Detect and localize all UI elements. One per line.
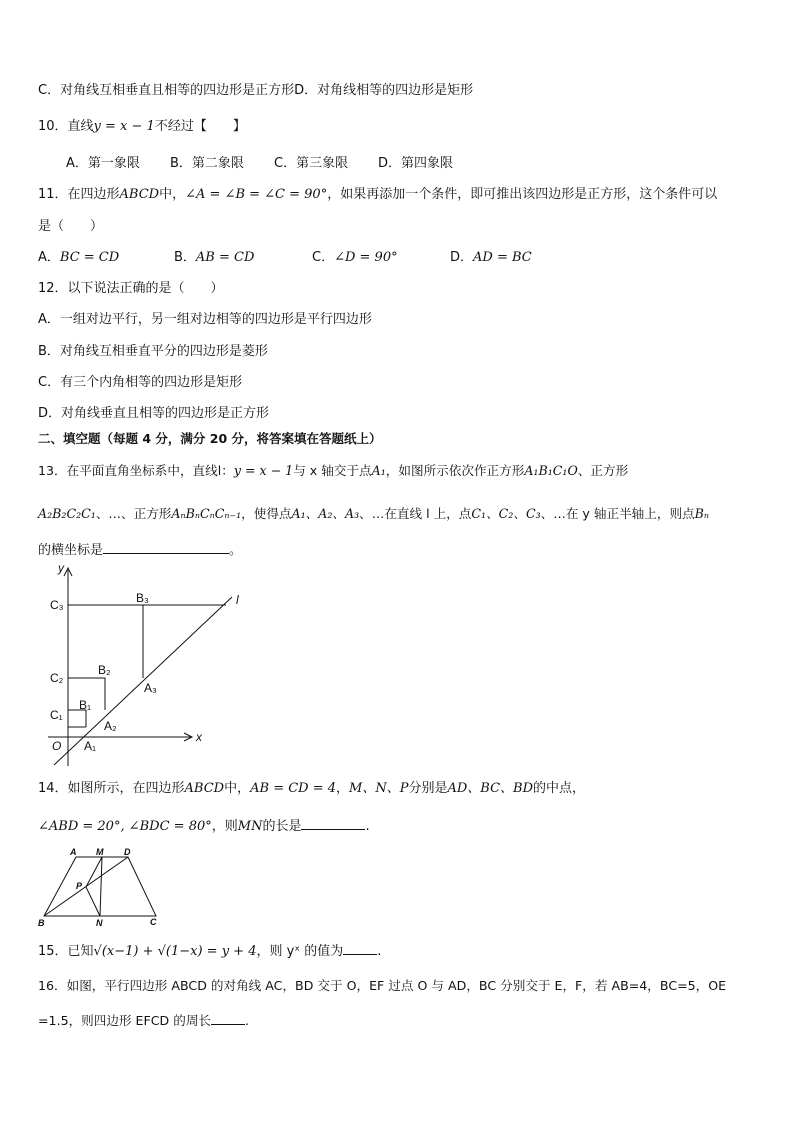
q11-option-c: C．∠D = 90° [312,250,398,265]
label-l: l [236,593,239,607]
q11-stem-mid: 中， [159,187,186,202]
label-o: O [52,739,62,753]
q10-option-a: A．第一象限 [66,156,140,171]
label-a3: A₃ [144,681,157,695]
label-c: C [150,917,157,927]
q14-line1: 14．如图所示，在四边形ABCD中，AB = CD = 4，M、N、P分别是AD、BC、BD的中点， [38,781,586,796]
q14-answer-blank[interactable] [301,816,365,830]
q10-stem-suffix: 不经过【 】 [154,119,246,134]
label-a: A [70,847,77,857]
label-c2: C₂ [50,671,64,685]
label-c3: C₃ [50,598,64,612]
q12-option-a: A．一组对边平行，另一组对边相等的四边形是平行四边形 [38,312,372,327]
label-n: N [96,918,103,928]
section-2-heading: 二、填空题（每题 4 分，满分 20 分，将答案填在答题纸上） [38,431,382,446]
q10-option-d: D．第四象限 [378,156,454,171]
segment-mn [100,857,102,916]
label-p: P [76,881,83,891]
q13-line2: A₂B₂C₂C₁、…、正方形AₙBₙCₙCₙ₋₁，使得点A₁、A₂、A₃、…在直线 l 上，点C₁、C₂、C₃、…在 y 轴正半轴上，则点Bₙ [38,506,709,521]
q11-options [38,249,532,267]
q15-expression: √(x−1) + √(1−x) = y + 4 [93,944,257,959]
q16-answer-blank[interactable] [211,1011,245,1025]
q11-quad: ABCD [119,187,160,202]
q13-line3: 的横坐标是 。 [38,540,242,560]
label-y: y [58,561,64,575]
label-a2: A₂ [104,719,117,733]
q13-answer-blank[interactable] [103,540,229,554]
label-c1: C₁ [50,708,63,722]
label-b3: B₃ [136,591,149,605]
q15-line: 15．已知√(x−1) + √(1−x) = y + 4，则 yˣ 的值为 . [38,941,381,961]
label-b: B [38,918,45,928]
q12-option-c: C．有三个内角相等的四边形是矩形 [38,375,243,390]
label-x: x [196,730,202,744]
square-1 [68,710,86,727]
q12-option-d: D．对角线垂直且相等的四边形是正方形 [38,406,270,421]
q14-line2: ∠ABD = 20°, ∠BDC = 80°，则MN的长是 . [38,816,370,836]
q11-stem-prefix: 11．在四边形 [38,187,120,202]
q11-stem-line2: 是（ ） [38,219,104,234]
figure-13 [40,560,260,775]
figure-14 [36,845,166,930]
label-a1: A₁ [84,739,97,753]
q11-condition: ∠A = ∠B = ∠C = 90° [185,187,328,202]
q10-stem-prefix: 10．直线 [38,119,94,134]
q15-answer-blank[interactable] [343,941,377,955]
q11-option-b: B．AB = CD [174,250,255,265]
q10-options [66,155,453,173]
q11-option-a: A．BC = CD [38,250,120,265]
segment-pn [86,887,100,916]
q9-option-cd: C．对角线互相垂直且相等的四边形是正方形D．对角线相等的四边形是矩形 [38,83,474,98]
q11-option-d: D．AD = BC [450,250,532,265]
q11-stem-suffix: ，如果再添加一个条件，即可推出该四边形是正方形，这个条件可以 [327,187,718,202]
q12-option-b: B．对角线互相垂直平分的四边形是菱形 [38,344,268,359]
q11-stem [38,186,717,204]
q10-equation: y = x − 1 [93,119,155,134]
q13-line1: 13．在平面直角坐标系中，直线l：y = x − 1与 x 轴交于点A₁，如图所示依次作正方形A₁B₁C₁O、正方形 [38,463,629,478]
q16-line1: 16．如图，平行四边形 ABCD 的对角线 AC，BD 交于 O，EF 过点 O 与 AD，BC 分别交于 E，F，若 AB=4，BC=5，OE [38,978,727,993]
q12-stem: 12．以下说法正确的是（ ） [38,281,224,296]
label-b1: B₁ [79,698,92,712]
q10-option-c: C．第三象限 [274,156,349,171]
q10-stem [38,118,246,136]
label-b2: B₂ [98,663,111,677]
label-d: D [124,847,131,857]
label-m: M [96,847,104,857]
q16-line2: =1.5，则四边形 EFCD 的周长 . [38,1013,250,1028]
segment-pm [86,857,102,887]
q10-option-b: B．第二象限 [170,156,244,171]
